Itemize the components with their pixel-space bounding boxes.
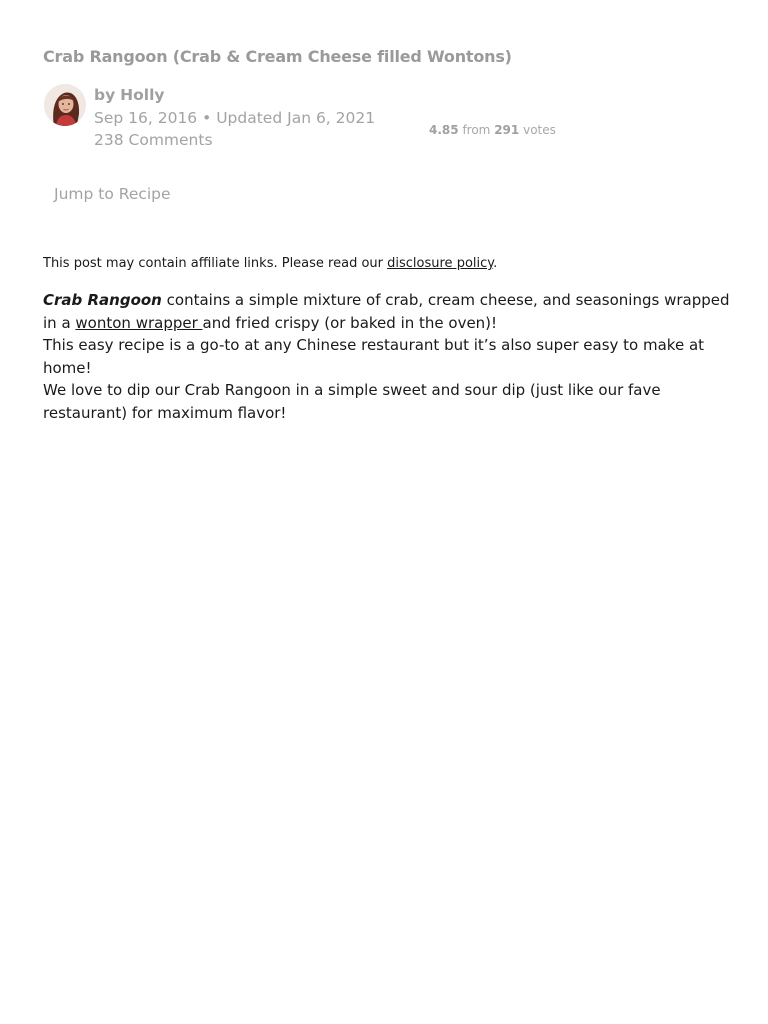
date-line bbox=[94, 107, 375, 130]
rating-from: from bbox=[462, 123, 491, 137]
published-date: Sep 16, 2016 bbox=[94, 108, 198, 127]
post-title: Crab Rangoon (Crab & Cream Cheese filled Wontons) bbox=[43, 47, 512, 66]
date-separator: • bbox=[202, 108, 212, 127]
author-name: Holly bbox=[120, 86, 165, 104]
disclosure-policy-link[interactable]: disclosure policy bbox=[387, 256, 494, 271]
author-avatar bbox=[44, 84, 86, 126]
updated-date: Jan 6, 2021 bbox=[287, 108, 376, 127]
byline bbox=[94, 84, 375, 152]
comments-link[interactable]: 238 Comments bbox=[94, 131, 213, 149]
author-photo-icon bbox=[44, 84, 86, 126]
recipe-rating[interactable] bbox=[429, 123, 556, 137]
recipe-name-emphasis: Crab Rangoon bbox=[43, 291, 162, 309]
wonton-wrapper-link[interactable]: wonton wrapper bbox=[75, 313, 203, 332]
updated-prefix: Updated bbox=[216, 108, 283, 127]
rating-score: 4.85 bbox=[429, 123, 459, 137]
intro-paragraph-3: We love to dip our Crab Rangoon in a simple sweet and sour dip (just like our fave restaurant) for maximum flavor! bbox=[43, 381, 661, 422]
jump-to-recipe-button[interactable]: Jump to Recipe bbox=[54, 185, 171, 203]
disclosure-text: This post may contain affiliate links. Please read our bbox=[43, 256, 388, 271]
intro-line1-end: and fried crispy (or baked in the oven)! bbox=[202, 313, 498, 332]
author-prefix: by bbox=[94, 86, 116, 104]
author-line bbox=[94, 84, 375, 107]
rating-votes-count: 291 bbox=[494, 123, 520, 137]
intro-paragraph-1 bbox=[43, 289, 733, 334]
rating-votes-label: votes bbox=[523, 123, 556, 137]
intro-paragraph-2: This easy recipe is a go-to at any Chinese restaurant but it’s also super easy to make at home! bbox=[43, 336, 705, 377]
affiliate-disclosure bbox=[43, 256, 497, 271]
intro-text bbox=[43, 289, 733, 425]
disclosure-end: . bbox=[493, 256, 498, 271]
intro-line1-text: contains a simple mixture of crab, cream cheese, and seasonings wrapped in a bbox=[43, 291, 730, 332]
